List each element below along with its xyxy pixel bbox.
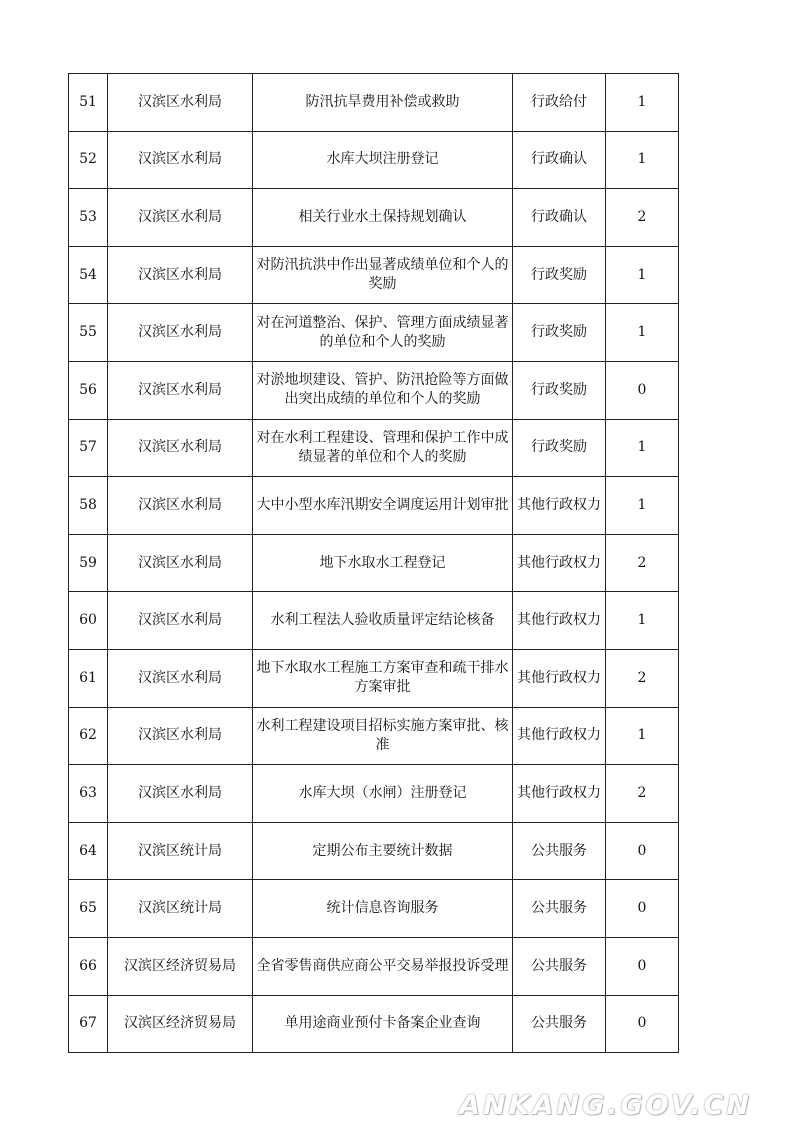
item-name-cell: 水利工程法人验收质量评定结论核备 [253,592,513,650]
department-cell: 汉滨区经济贸易局 [108,995,253,1053]
count-cell: 2 [606,765,679,823]
department-cell: 汉滨区水利局 [108,246,253,304]
power-type-cell: 其他行政权力 [513,534,606,592]
table-row [69,74,679,132]
count-cell: 1 [606,419,679,477]
item-name-cell: 定期公布主要统计数据 [253,822,513,880]
count-cell: 0 [606,995,679,1053]
power-type-cell: 其他行政权力 [513,592,606,650]
count-cell: 1 [606,707,679,765]
item-name-cell: 对防汛抗洪中作出显著成绩单位和个人的奖励 [253,246,513,304]
table-row [69,880,679,938]
row-number-cell: 65 [69,880,108,938]
row-number-cell: 57 [69,419,108,477]
power-type-cell: 公共服务 [513,995,606,1053]
table-row [69,419,679,477]
item-name-cell: 单用途商业预付卡备案企业查询 [253,995,513,1053]
table-row [69,592,679,650]
department-cell: 汉滨区水利局 [108,534,253,592]
department-cell: 汉滨区水利局 [108,304,253,362]
count-cell: 1 [606,477,679,535]
row-number-cell: 60 [69,592,108,650]
site-watermark: ANKANG.GOV.CN [459,1090,752,1121]
row-number-cell: 64 [69,822,108,880]
count-cell: 1 [606,74,679,132]
power-type-cell: 其他行政权力 [513,477,606,535]
power-type-cell: 行政奖励 [513,304,606,362]
item-name-cell: 水库大坝（水闸）注册登记 [253,765,513,823]
power-type-cell: 公共服务 [513,880,606,938]
count-cell: 1 [606,304,679,362]
department-cell: 汉滨区水利局 [108,707,253,765]
department-cell: 汉滨区水利局 [108,477,253,535]
table-row [69,534,679,592]
row-number-cell: 67 [69,995,108,1053]
item-name-cell: 水库大坝注册登记 [253,131,513,189]
count-cell: 1 [606,131,679,189]
row-number-cell: 58 [69,477,108,535]
power-type-cell: 公共服务 [513,937,606,995]
row-number-cell: 51 [69,74,108,132]
department-cell: 汉滨区水利局 [108,131,253,189]
power-type-cell: 其他行政权力 [513,707,606,765]
department-cell: 汉滨区水利局 [108,189,253,247]
row-number-cell: 66 [69,937,108,995]
item-name-cell: 对在水利工程建设、管理和保护工作中成绩显著的单位和个人的奖励 [253,419,513,477]
row-number-cell: 56 [69,361,108,419]
count-cell: 2 [606,649,679,707]
row-number-cell: 54 [69,246,108,304]
count-cell: 1 [606,246,679,304]
count-cell: 1 [606,592,679,650]
department-cell: 汉滨区统计局 [108,822,253,880]
department-cell: 汉滨区水利局 [108,592,253,650]
department-cell: 汉滨区统计局 [108,880,253,938]
count-cell: 0 [606,937,679,995]
table-row [69,361,679,419]
power-list-table [68,73,679,1053]
table-row [69,131,679,189]
power-type-cell: 行政确认 [513,189,606,247]
department-cell: 汉滨区经济贸易局 [108,937,253,995]
power-type-cell: 行政奖励 [513,419,606,477]
power-type-cell: 其他行政权力 [513,649,606,707]
row-number-cell: 53 [69,189,108,247]
count-cell: 2 [606,189,679,247]
department-cell: 汉滨区水利局 [108,361,253,419]
table-row [69,707,679,765]
count-cell: 0 [606,880,679,938]
row-number-cell: 62 [69,707,108,765]
department-cell: 汉滨区水利局 [108,74,253,132]
power-type-cell: 行政给付 [513,74,606,132]
table-row [69,995,679,1053]
table-row [69,304,679,362]
table-row [69,477,679,535]
department-cell: 汉滨区水利局 [108,419,253,477]
table-row [69,649,679,707]
power-type-cell: 行政确认 [513,131,606,189]
row-number-cell: 63 [69,765,108,823]
power-type-cell: 行政奖励 [513,361,606,419]
power-type-cell: 公共服务 [513,822,606,880]
item-name-cell: 相关行业水土保持规划确认 [253,189,513,247]
department-cell: 汉滨区水利局 [108,765,253,823]
row-number-cell: 61 [69,649,108,707]
table-row [69,246,679,304]
item-name-cell: 全省零售商供应商公平交易举报投诉受理 [253,937,513,995]
table-row [69,822,679,880]
row-number-cell: 52 [69,131,108,189]
power-type-cell: 其他行政权力 [513,765,606,823]
item-name-cell: 统计信息咨询服务 [253,880,513,938]
item-name-cell: 对在河道整治、保护、管理方面成绩显著的单位和个人的奖励 [253,304,513,362]
department-cell: 汉滨区水利局 [108,649,253,707]
row-number-cell: 59 [69,534,108,592]
table-row [69,189,679,247]
item-name-cell: 防汛抗旱费用补偿或救助 [253,74,513,132]
item-name-cell: 地下水取水工程登记 [253,534,513,592]
item-name-cell: 地下水取水工程施工方案审查和疏干排水方案审批 [253,649,513,707]
power-type-cell: 行政奖励 [513,246,606,304]
table-row [69,765,679,823]
row-number-cell: 55 [69,304,108,362]
item-name-cell: 水利工程建设项目招标实施方案审批、核准 [253,707,513,765]
count-cell: 2 [606,534,679,592]
item-name-cell: 大中小型水库汛期安全调度运用计划审批 [253,477,513,535]
count-cell: 0 [606,822,679,880]
table-body [69,74,679,1053]
table-row [69,937,679,995]
count-cell: 0 [606,361,679,419]
item-name-cell: 对淤地坝建设、管护、防汛抢险等方面做出突出成绩的单位和个人的奖励 [253,361,513,419]
